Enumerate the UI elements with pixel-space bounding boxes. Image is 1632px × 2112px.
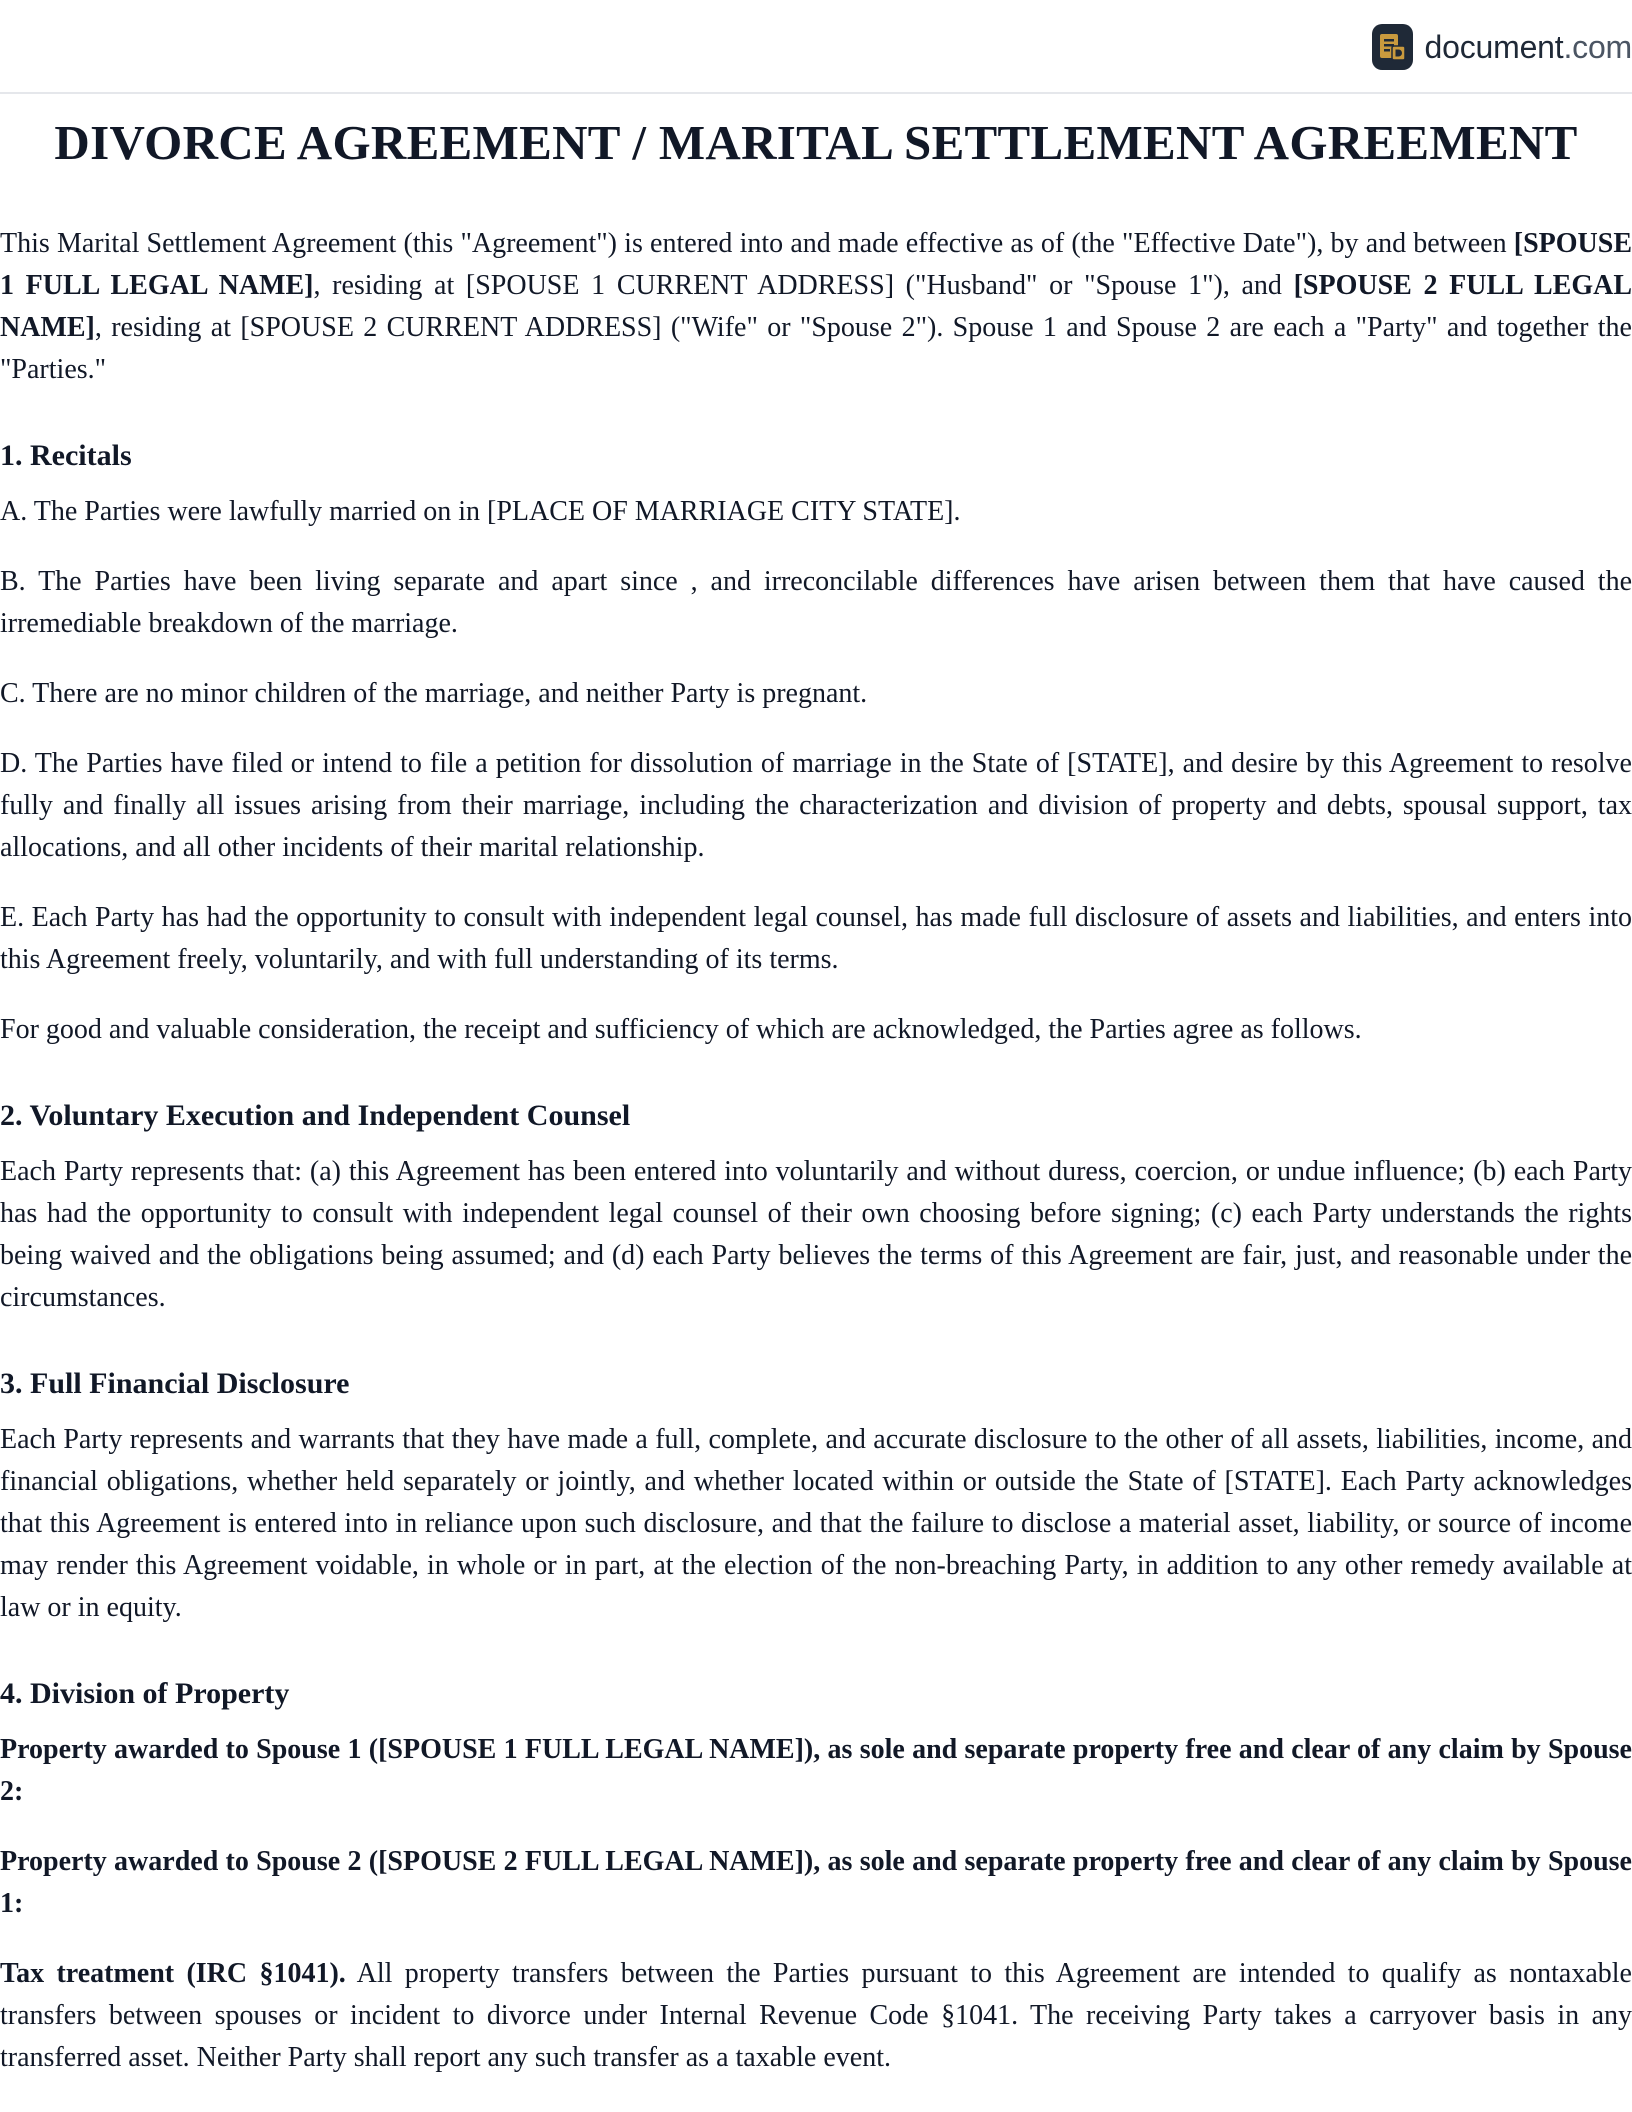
intro-text-1: This Marital Settlement Agreement (this "Agreement") is entered into and made effective as of (the "Effective Date"), by and between <box>0 227 1514 259</box>
intro-paragraph <box>0 223 1632 391</box>
intro-text-2: , residing at [SPOUSE 1 CURRENT ADDRESS] ("Husband" or "Spouse 1"), and <box>313 269 1294 301</box>
brand-logo[interactable] <box>1372 22 1632 72</box>
spouse2-property-heading: Property awarded to Spouse 2 ([SPOUSE 2 FULL LEGAL NAME]), as sole and separate property free and clear of any claim by Spouse 1: <box>0 1845 1632 1919</box>
recital-e: E. Each Party has had the opportunity to consult with independent legal counsel, has made full disclosure of assets and liabilities, and enters into this Agreement freely, voluntarily, and with full understanding of its terms. <box>0 901 1632 975</box>
consideration-paragraph: For good and valuable consideration, the receipt and sufficiency of which are acknowledged, the Parties agree as follows. <box>0 1013 1362 1045</box>
recital-d: D. The Parties have filed or intend to file a petition for dissolution of marriage in the State of [STATE], and desire by this Agreement to resolve fully and finally all issues arising from their marriage, including the characterization and division of property and debts, spousal support, tax allocations, and all other incidents of their marital relationship. <box>0 747 1632 863</box>
brand-name-main: document <box>1424 28 1564 65</box>
section-heading-voluntary-execution: 2. Voluntary Execution and Independent Counsel <box>0 1098 631 1132</box>
section-heading-division-of-property: 4. Division of Property <box>0 1676 290 1710</box>
recital-a: A. The Parties were lawfully married on in [PLACE OF MARRIAGE CITY STATE]. <box>0 495 961 527</box>
document-title: DIVORCE AGREEMENT / MARITAL SETTLEMENT AGREEMENT <box>54 115 1578 170</box>
tax-treatment-label: Tax treatment (IRC §1041). <box>0 1957 346 1989</box>
brand-name-tld: .com <box>1563 28 1632 65</box>
tax-treatment-paragraph <box>0 1953 1632 2079</box>
spouse1-property-heading: Property awarded to Spouse 1 ([SPOUSE 1 FULL LEGAL NAME]), as sole and separate property free and clear of any claim by Spouse 2: <box>0 1733 1632 1807</box>
spouse2-name: [SPOUSE 2 FULL LEGAL NAME] <box>0 269 1632 343</box>
intro-text-3: , residing at [SPOUSE 2 CURRENT ADDRESS] ("Wife" or "Spouse 2"). Spouse 1 and Spouse 2 are each a "Party" and together the "Parties." <box>0 311 1632 385</box>
section-heading-financial-disclosure: 3. Full Financial Disclosure <box>0 1366 350 1400</box>
tax-treatment-body: All property transfers between the Parties pursuant to this Agreement are intended to qualify as nontaxable transfers between spouses or incident to divorce under Internal Revenue Code §1041. The receiving Party takes a carryover basis in any transferred asset. Neither Party shall report any such transfer as a taxable event. <box>0 1957 1632 2073</box>
section-heading-recitals: 1. Recitals <box>0 438 132 472</box>
recital-c: C. There are no minor children of the marriage, and neither Party is pregnant. <box>0 677 868 709</box>
voluntary-execution-body: Each Party represents that: (a) this Agreement has been entered into voluntarily and without duress, coercion, or undue influence; (b) each Party has had the opportunity to consult with independent legal counsel of their own choosing before signing; (c) each Party understands the rights being waived and the obligations being assumed; and (d) each Party believes the terms of this Agreement are fair, just, and reasonable under the circumstances. <box>0 1155 1632 1313</box>
document-logo-icon <box>1372 24 1413 70</box>
brand-name <box>1425 29 1632 66</box>
top-bar <box>0 0 1632 94</box>
spouse1-name: [SPOUSE 1 FULL LEGAL NAME] <box>0 227 1632 301</box>
recital-b: B. The Parties have been living separate and apart since , and irreconcilable differences have arisen between them that have caused the irremediable breakdown of the marriage. <box>0 565 1632 639</box>
document-body <box>0 92 1632 2079</box>
financial-disclosure-body: Each Party represents and warrants that they have made a full, complete, and accurate disclosure to the other of all assets, liabilities, income, and financial obligations, whether held separately or jointly, and whether located within or outside the State of [STATE]. Each Party acknowledges that this Agreement is entered into in reliance upon such disclosure, and that the failure to disclose a material asset, liability, or source of income may render this Agreement voidable, in whole or in part, at the election of the non-breaching Party, in addition to any other remedy available at law or in equity. <box>0 1423 1632 1623</box>
